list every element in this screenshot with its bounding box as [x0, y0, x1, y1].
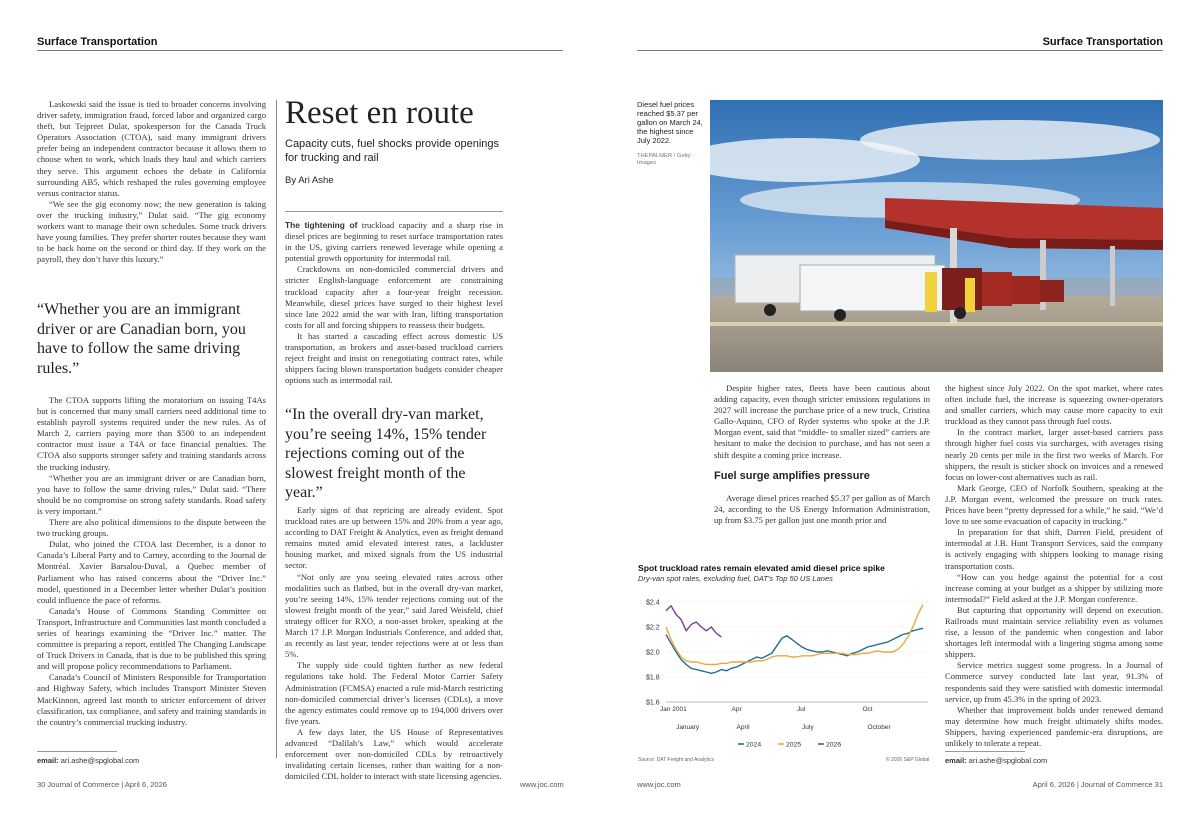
- footer-right-page: April 6, 2026 | Journal of Commerce 31: [1032, 780, 1163, 789]
- paragraph: the highest since July 2022. On the spot market, where rates often include fuel, the increase is squeezing owner-operators and smaller carriers, which may cause more capacity to exit truckload as they cannot pass through fuel costs.: [945, 383, 1163, 427]
- footer-url-left[interactable]: www.joc.com: [520, 780, 564, 789]
- right-col1-top: [714, 383, 930, 461]
- paragraph: A few days later, the US House of Representatives advanced “Dalilah’s Law,” which would accelerate enforcement over non-domiciled CDLs by retroactively invalidating certain licenses, rather than waiting for a non-domiciled CDL holder to interact with state licensing agencies.: [285, 726, 503, 782]
- email-link[interactable]: ari.ashe@spglobal.com: [968, 756, 1048, 765]
- header-rule-left: [37, 50, 563, 51]
- pull-quote-left: [37, 300, 266, 378]
- y-tick-label: $2.4: [646, 599, 660, 607]
- headline: Reset en route: [285, 95, 474, 131]
- byline-rule: [285, 211, 503, 212]
- email-label: email:: [37, 756, 59, 765]
- paragraph: Canada’s House of Commons Standing Committee on Transport, Infrastructure and Communities last month concluded a series of hearings examining the “Driver Inc.” matter. The committee is preparing a report, entitled The Changing Landscape of Truck Drivers in Canada, that is due to be published this spring and will propose policy recommendations to Parliament.: [37, 605, 266, 672]
- paragraph: Average diesel prices reached $5.37 per gallon as of March 24, according to the US Energy Information Administration, up from $3.75 per gallon just one month prior and: [714, 493, 930, 526]
- chart-subtitle: Dry-van spot rates, excluding fuel, DAT's Top 50 US Lanes: [638, 574, 833, 583]
- x-tick-label: October: [867, 724, 891, 731]
- paragraph: In preparation for that shift, Darren Field, president of intermodal at J.B. Hunt Transport Services, said the company is actively engaging with shippers looking to manage rising transportation costs.: [945, 527, 1163, 571]
- author-email-left: [37, 756, 139, 765]
- paragraph: But capturing that opportunity will depend on execution. Railroads must maintain service reliability even as volumes rise, a lesson of the pandemic when congestion and labor shortages left intermodal with a lingering stigma among some shippers.: [945, 604, 1163, 660]
- chart-source: Source: DAT Freight and Analytics: [638, 757, 714, 763]
- header-rule-right: [637, 50, 1163, 51]
- x-tick-label: April: [736, 724, 750, 731]
- paragraph: “Not only are you seeing elevated rates across other modalities such as flatbed, but in the overall dry-van market, you’re seeing 14%, 15% tender rejections coming out of the slowest freight month of the year,” said Jared Weisfeld, chief strategy officer for RXO, a non-asset broker, speaking at the March 17 J.P. Morgan Industrials Conference, and added that, as recently as last year, tender rejections were at or less than 5%.: [285, 571, 503, 660]
- byline: By Ari Ashe: [285, 175, 334, 186]
- paragraph: In the contract market, larger asset-based carriers pass through higher fuel costs via surcharges, with averages rising nearly 20 cents per mile in the first two weeks of March. For shippers, the result is sticker shock on invoices and a renewed focus on lower-cost alternatives such as rail.: [945, 427, 1163, 482]
- y-tick-label: $1.6: [646, 699, 660, 707]
- paragraph: It has started a cascading effect across domestic US transportation, as brokers and asset-based truckload carriers reject freight and insist on renegotiating contract rates, while shippers facing blown transportation budgets consider cheaper options such as intermodal rail.: [285, 330, 503, 386]
- section-header-left: Surface Transportation: [37, 36, 158, 48]
- left-col1-bottom: [37, 395, 266, 728]
- chart-copyright: © 2026 S&P Global: [886, 757, 930, 763]
- email-link[interactable]: ari.ashe@spglobal.com: [60, 756, 140, 765]
- paragraph: Crackdowns on non-domiciled commercial drivers and stricter English-language enforcement are constraining truckload capacity after a four-year freight recession. Meanwhile, diesel prices have surged to their highest level since late 2022 amid the war with Iran, lifting transportation costs for all and forcing shippers to reassess their budgets.: [285, 264, 503, 330]
- paragraph: Service metrics suggest some progress. In a Journal of Commerce survey conducted late last year, 91.3% of respondents said they were satisfied with domestic intermodal service, up from 45.3% in the spring of 2023.: [945, 660, 1163, 704]
- left-col1-top: [37, 99, 266, 265]
- truck-stop-photo: [710, 100, 1163, 372]
- series-line-2025: [666, 605, 923, 665]
- pull-quote-middle: [285, 405, 505, 503]
- x-tick-label: Jan 2001: [660, 706, 687, 713]
- paragraph: Early signs of that repricing are already evident. Spot truckload rates are up between 15% and 20% from a year ago, according to DAT Freight & Analytics, even as freight demand remains muted amid elevated interest rates, a lackluster housing market, and mixed signals from the US industrial sector.: [285, 505, 503, 571]
- paragraph: Canada’s Council of Ministers Responsible for Transportation and Highway Safety, which includes Transport Minister Steven MacKinnon, agreed last month to stricter enforcement of driver classification, tax compliance, and safety and training standards in the country’s commercial trucking industry.: [37, 672, 266, 727]
- column-divider: [276, 100, 277, 758]
- email-label: email:: [945, 756, 967, 765]
- lead-in: The tightening of: [285, 220, 358, 230]
- section-header-right: Surface Transportation: [1042, 36, 1163, 48]
- legend-label-2026: 2026: [826, 741, 842, 749]
- dek: Capacity cuts, fuel shocks provide openings for trucking and rail: [285, 138, 500, 164]
- legend-label-2025: 2025: [786, 741, 802, 749]
- footer-left-page: 30 Journal of Commerce | April 6, 2026: [37, 780, 167, 789]
- pull-quote-text: “Whether you are an immigrant driver or are Canadian born, you have to follow the same driving rules.”: [37, 301, 246, 377]
- x-tick-label: Oct: [862, 706, 873, 713]
- paragraph: The CTOA supports lifting the moratorium on issuing T4As but is concerned that many small carriers need additional time to establish payroll systems required under the new rules. As of March 2, carriers paying more than $500 to an independent contractor must issue a T4A or face financial penalties. The CTOA also supports stronger safety and training standards across the trucking industry.: [37, 395, 266, 472]
- paragraph: Laskowski said the issue is tied to broader concerns involving driver safety, immigration fraud, forced labor and organized cargo theft, but Tejpreet Dulat, spokesperson for the Canada Truck Operators Association (CTOA), said many immigrant drivers prefer being an independent contractor because it allows them to choose when to work, which loads they haul and which carriers they serve. This argument echoes the debate in California surrounding AB5, which reshaped the rules governing employee versus contractor status.: [37, 99, 266, 198]
- subhead: Fuel surge amplifies pressure: [714, 470, 870, 482]
- paragraph: Despite higher rates, fleets have been cautious about adding capacity, even though stricter emissions regulations in 2027 will increase the purchase price of a new truck, Cristina Gallo-Aquino, CFO of Ryder systems who spoke at the J.P. Morgan event, said that “middle- to smaller sized” carriers are hesitant to make the decision to purchase, and has not seen a shift despite a coming price increase.: [714, 383, 930, 460]
- chart-title: Spot truckload rates remain elevated amid diesel price spike: [638, 563, 885, 573]
- paragraph: “We see the gig economy now; the new generation is taking over the trucking industry,” Dulat said. “The gig economy workers want to manage their own schedules. Some truck drivers have young families. They prefer shorter routes because they want to be back home on the second or third day. If they work on the payroll, they don’t have this luxury.”: [37, 198, 266, 265]
- paragraph: truckload capacity and a sharp rise in diesel prices are beginning to reset surface transportation rates in the US, giving carriers renewed leverage while opening a potential growth opportunity for intermodal rail.: [285, 220, 503, 264]
- x-tick-label: Apr: [731, 706, 742, 713]
- paragraph: Dulat, who joined the CTOA last December, is a donor to Canada’s Liberal Party and to Carney, according to the Journal de Montréal. Xavier Barsalou-Duval, a Quebec member of Parliament who has raised concerns about the “Driver Inc.” model, questioned in a December letter whether Dulat’s position could influence the pace of reforms.: [37, 539, 266, 605]
- paragraph: Whether that improvement holds under renewed demand may determine how much freight ultimately shifts modes. Shippers, having experienced pandemic-era disruptions, are unlikely to tolerate a repeat.: [945, 704, 1163, 748]
- left-col2-bottom: [285, 505, 503, 782]
- y-tick-label: $2.2: [646, 624, 660, 632]
- paragraph: Mark George, CEO of Norfolk Southern, speaking at the J.P. Morgan event, welcomed the pressure on truck rates. Prices have been “pretty depressed for a while,” he said. “We’d love to see some evacuation of capacity in trucking.”: [945, 482, 1163, 527]
- right-col1-after-sub: [714, 493, 930, 526]
- pull-quote-text: “In the overall dry-van market, you’re seeing 14%, 15% tender rejections coming out of the slowest freight month of the year.”: [285, 406, 487, 501]
- x-tick-label: January: [676, 724, 700, 731]
- email-rule-right: [945, 751, 1025, 752]
- paragraph: The supply side could tighten further as new federal regulations take hold. The Federal Motor Carrier Safety Administration (FCMSA) enacted a rule mid-March restricting non-domiciled commercial driver’s licenses (CDLs), a move the agency estimates could remove up to 194,000 drivers over five years.: [285, 660, 503, 726]
- right-col2: [945, 383, 1163, 749]
- paragraph: “Whether you are an immigrant driver or are Canadian born, you have to follow the same driving rules,” Dulat said. “There should be no compromise on strong safety standards. Road safety is very important.”: [37, 472, 266, 516]
- spot-rates-chart: [638, 590, 933, 760]
- paragraph: “How can you hedge against the potential for a cost increase coming at your budget as a shipper by utilizing more intermodal?” Field asked at the J.P. Morgan conference.: [945, 571, 1163, 604]
- y-tick-label: $2.0: [646, 649, 660, 657]
- author-email-right: [945, 756, 1047, 765]
- photo-caption: Diesel fuel prices reached $5.37 per gallon on March 24, the highest since July 2022.: [637, 100, 703, 145]
- x-tick-label: July: [802, 724, 814, 731]
- left-col2-top: [285, 220, 503, 386]
- paragraph: There are also political dimensions to the dispute between the two trucking groups.: [37, 517, 266, 539]
- series-line-2026: [666, 606, 721, 637]
- email-rule-left: [37, 751, 117, 752]
- legend-label-2024: 2024: [746, 741, 762, 749]
- series-line-2024: [666, 628, 923, 673]
- photo-credit: THEPALMER / Getty Images: [637, 153, 691, 166]
- footer-url-right[interactable]: www.joc.com: [637, 780, 681, 789]
- x-tick-label: Jul: [797, 706, 806, 713]
- y-tick-label: $1.8: [646, 674, 660, 682]
